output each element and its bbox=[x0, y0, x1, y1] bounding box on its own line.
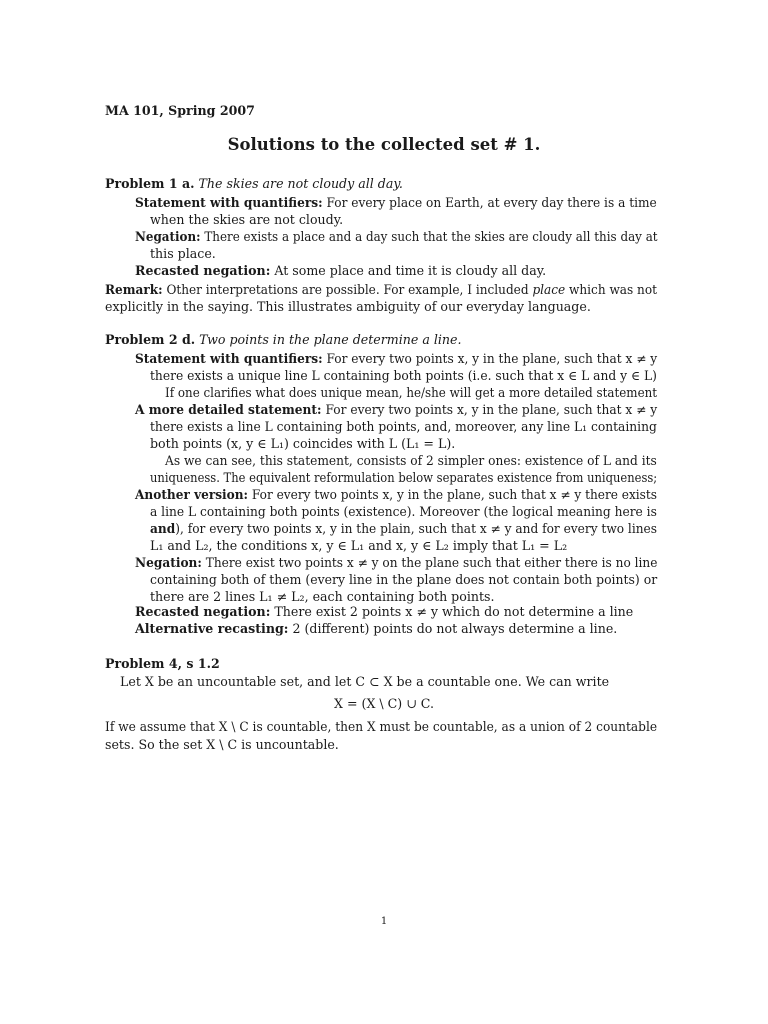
p2-another-line-3 bbox=[150, 521, 657, 538]
p2-another-label: Another version: bbox=[135, 487, 249, 502]
p2-statement-line-1 bbox=[135, 351, 657, 368]
p1-remark-text-a: Other interpretations are possible. For example, I included bbox=[166, 282, 529, 297]
p1-recasted-label: Recasted negation: bbox=[135, 263, 271, 278]
p2-statement-line-2: there exists a unique line L containing both points (i.e. such that x ∈ L and y ∈ L) bbox=[150, 368, 657, 383]
p2-detailed-line-4: As we can see, this statement, consists of 2 simpler ones: existence of L and its bbox=[165, 453, 657, 468]
p2-negation-text: There exist two points x ≠ y on the plane such that either there is no line bbox=[205, 555, 658, 570]
problem-2-heading-line bbox=[105, 332, 461, 349]
p2-detailed-text: For every two points x, y in the plane, such that x ≠ y bbox=[325, 402, 658, 417]
p1-negation-label: Negation: bbox=[135, 229, 201, 244]
p2-another-line-1 bbox=[135, 487, 657, 504]
course-header: MA 101, Spring 2007 bbox=[105, 103, 255, 118]
p4-line-2: If we assume that X \ C is countable, then X must be countable, as a union of 2 countable bbox=[105, 719, 658, 734]
p2-negation-line-2: containing both of them (every line in the plane does not contain both points) or bbox=[150, 572, 658, 587]
p2-another-line-2: a line L containing both points (existence). Moreover (the logical meaning here is bbox=[150, 504, 657, 519]
p2-negation-line-3: there are 2 lines L₁ ≠ L₂, each containing both points. bbox=[150, 589, 495, 604]
p1-remark-italic-word: place bbox=[532, 282, 566, 297]
p2-negation-label: Negation: bbox=[135, 555, 202, 570]
p2-alternative-text: 2 (different) points do not always determine a line. bbox=[292, 621, 618, 636]
p2-detailed-line-2: there exists a line L containing both points, and, moreover, any line L₁ containing bbox=[150, 419, 657, 434]
p1-remark-line-1 bbox=[105, 282, 657, 299]
page-number: 1 bbox=[380, 916, 388, 927]
problem-4-heading: Problem 4, s 1.2 bbox=[105, 656, 220, 671]
problem-1-heading-line bbox=[105, 176, 403, 193]
problem-1-heading: Problem 1 a. bbox=[105, 176, 195, 191]
p2-statement-text: For every two points x, y in the plane, such that x ≠ y bbox=[326, 351, 658, 366]
p4-line-3: sets. So the set X \ C is uncountable. bbox=[105, 737, 339, 752]
p2-detailed-line-5: uniqueness. The equivalent reformulation below separates existence from uniqueness; bbox=[150, 470, 658, 485]
p1-statement-line-1 bbox=[135, 195, 657, 212]
p2-another-line-4: L₁ and L₂, the conditions x, y ∈ L₁ and x, y ∈ L₂ imply that L₁ = L₂ bbox=[150, 538, 568, 553]
p2-statement-label: Statement with quantifiers: bbox=[135, 351, 323, 366]
document-title: Solutions to the collected set # 1. bbox=[227, 135, 541, 154]
p2-recasted-label: Recasted negation: bbox=[135, 604, 271, 619]
p2-detailed-line-1 bbox=[135, 402, 657, 419]
p2-detailed-label: A more detailed statement: bbox=[135, 402, 322, 417]
p1-statement-label: Statement with quantifiers: bbox=[135, 195, 323, 210]
p2-alternative-line bbox=[135, 621, 617, 638]
p1-recasted-line bbox=[135, 263, 546, 280]
p1-negation-line-1 bbox=[135, 229, 658, 246]
p1-remark-text-b: which was not bbox=[569, 282, 657, 297]
p2-negation-line-1 bbox=[135, 555, 657, 572]
p2-recasted-line bbox=[135, 604, 633, 621]
p2-another-text: For every two points x, y in the plane, such that x ≠ y there exists bbox=[251, 487, 658, 502]
p2-statement-line-3: If one clarifies what does unique mean, he/she will get a more detailed statement bbox=[165, 385, 658, 400]
p4-line-1: Let X be an uncountable set, and let C ⊂ X be a countable one. We can write bbox=[120, 674, 610, 689]
p1-statement-text: For every place on Earth, at every day there is a time bbox=[326, 195, 657, 210]
p4-equation: X = (X \ C) ∪ C. bbox=[334, 696, 434, 711]
p2-recasted-text: There exist 2 points x ≠ y which do not determine a line bbox=[274, 604, 634, 619]
p1-negation-text: There exists a place and a day such that the skies are cloudy all this day at bbox=[204, 229, 658, 244]
p2-alternative-label: Alternative recasting: bbox=[135, 621, 289, 636]
problem-2-quote: Two points in the plane determine a line. bbox=[199, 332, 462, 347]
p1-recasted-text: At some place and time it is cloudy all day. bbox=[274, 263, 547, 278]
problem-1-quote: The skies are not cloudy all day. bbox=[198, 176, 403, 191]
p1-negation-line-2: this place. bbox=[150, 246, 216, 261]
p2-another-bold-and: and bbox=[150, 521, 176, 536]
p1-remark-line-2: explicitly in the saying. This illustrates ambiguity of our everyday language. bbox=[105, 299, 591, 314]
p1-statement-line-2: when the skies are not cloudy. bbox=[150, 212, 344, 227]
p2-another-line-3-text: ), for every two points x, y in the plain, such that x ≠ y and for every two lines bbox=[175, 521, 657, 536]
p1-remark-label: Remark: bbox=[105, 282, 163, 297]
problem-2-heading: Problem 2 d. bbox=[105, 332, 196, 347]
p2-detailed-line-3: both points (x, y ∈ L₁) coincides with L (L₁ = L). bbox=[150, 436, 456, 451]
